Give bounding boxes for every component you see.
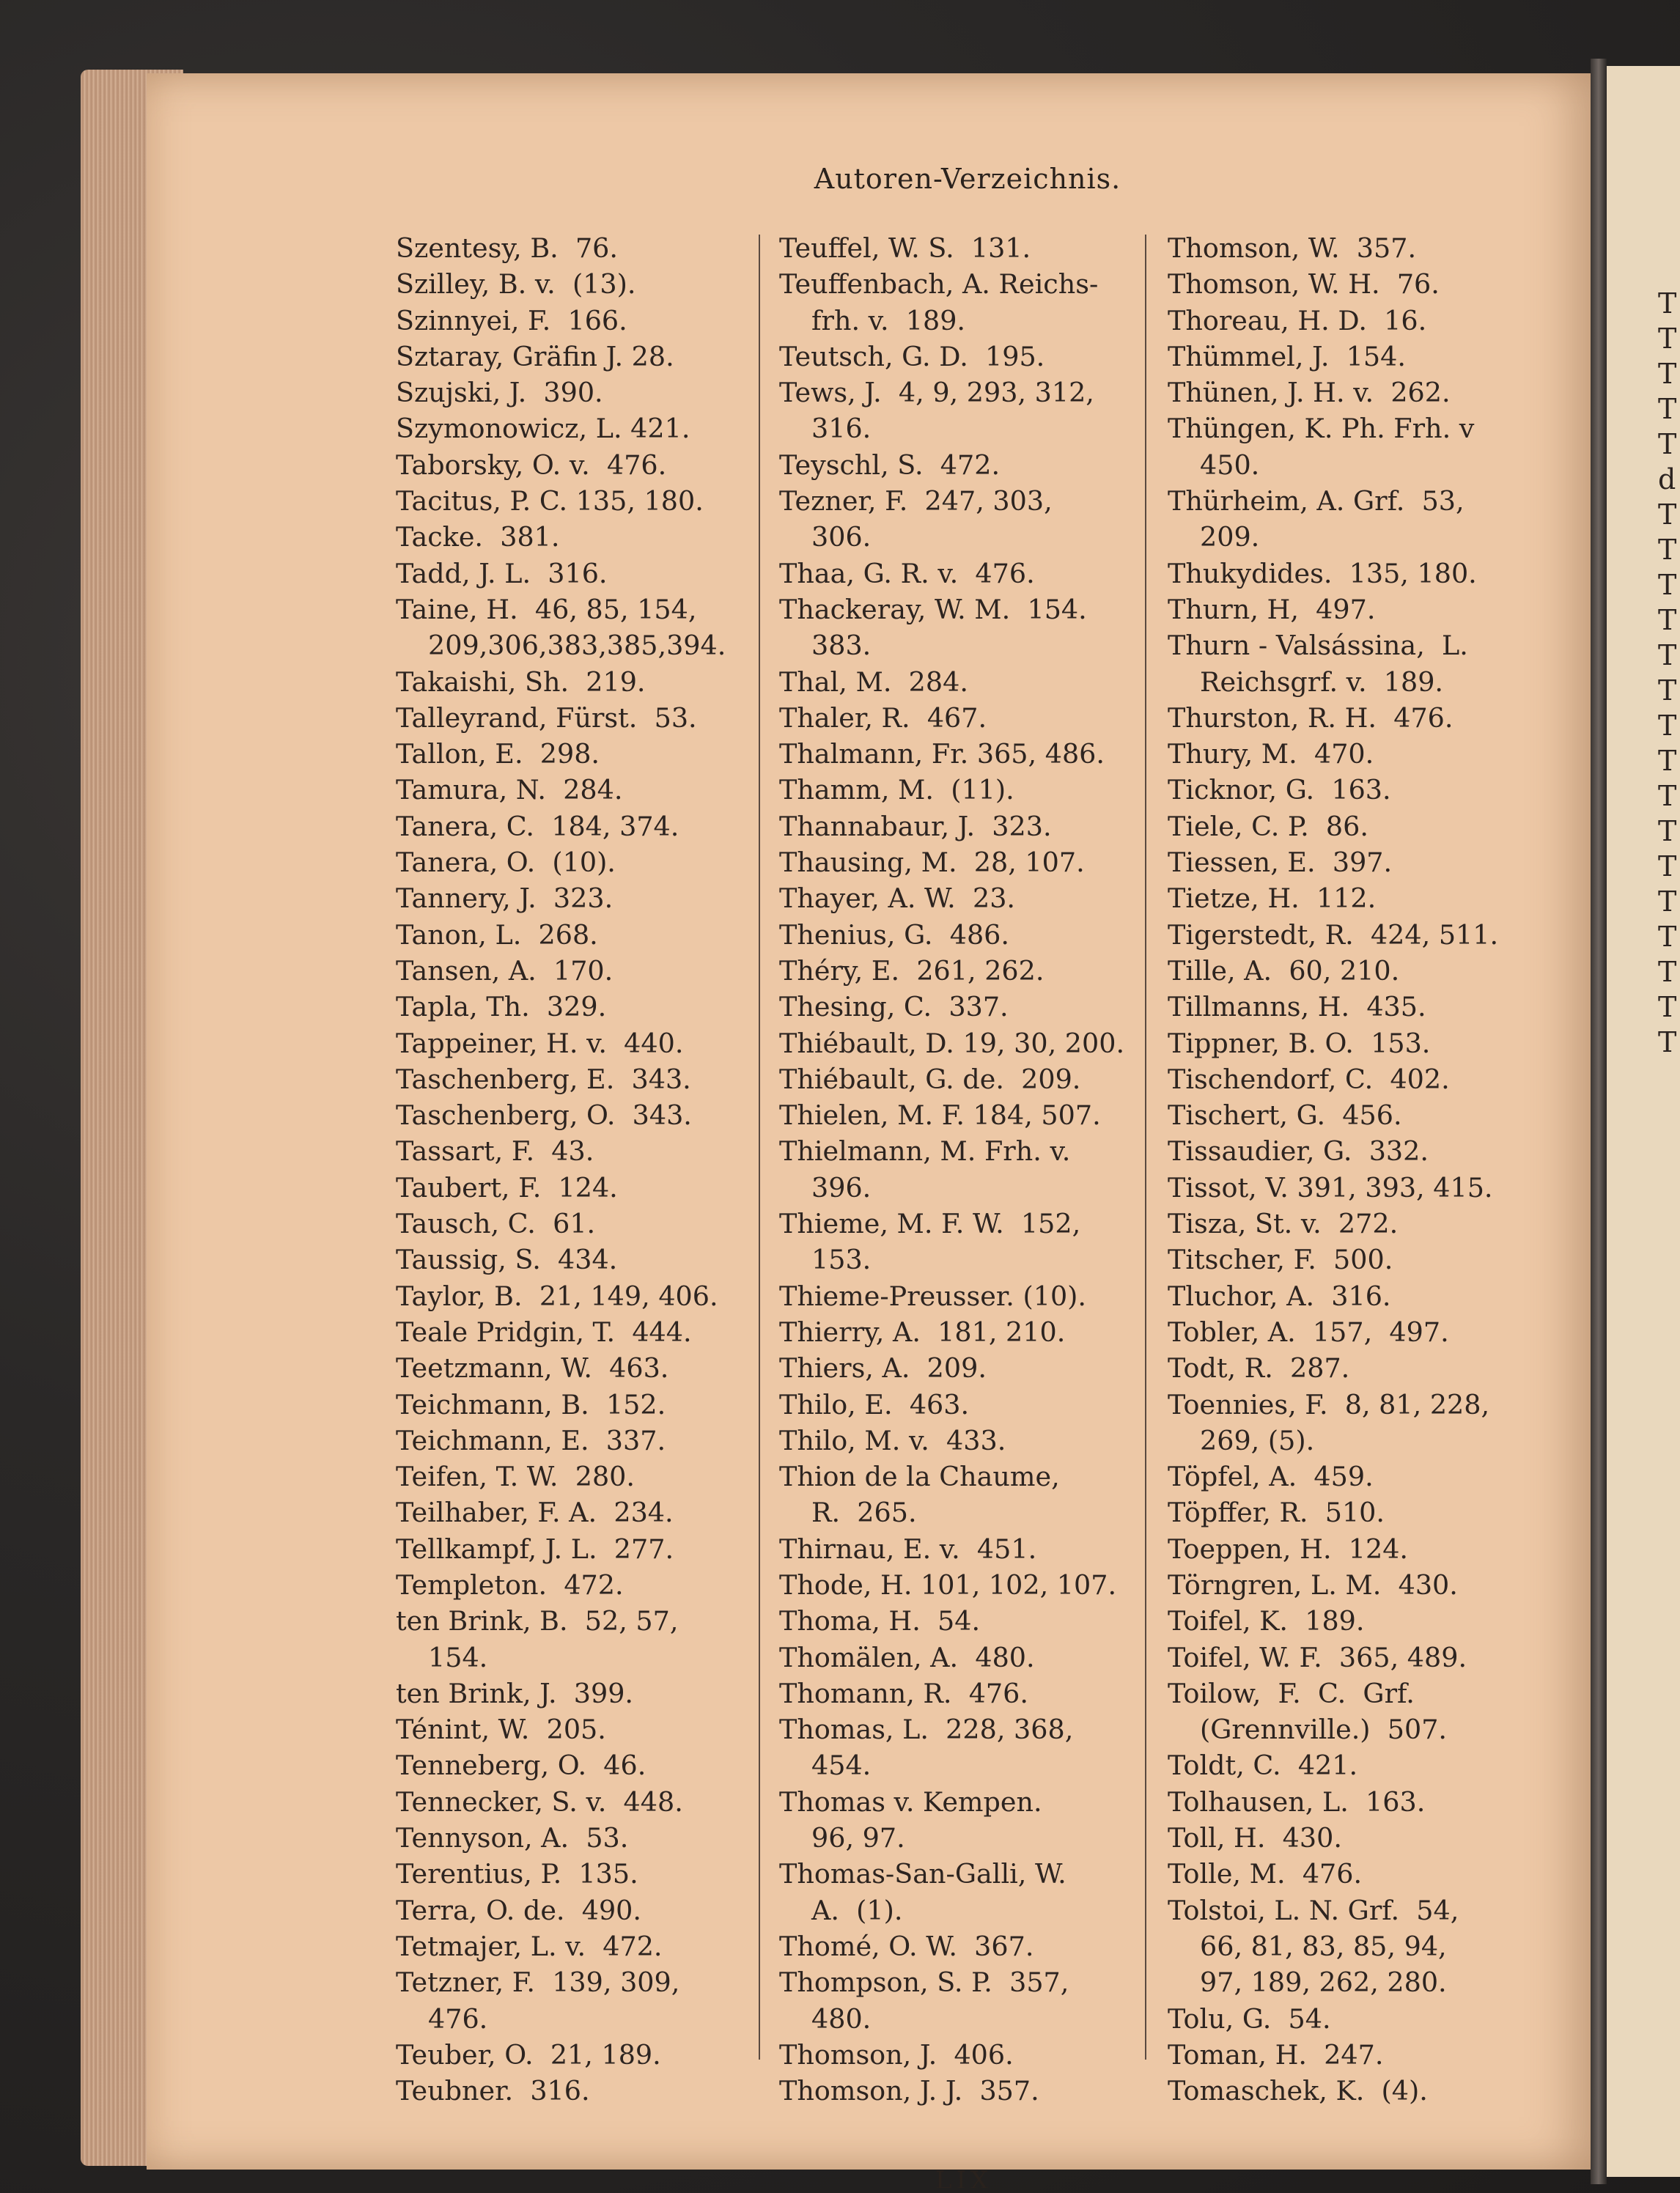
index-entry: Taubert, F. 124. — [396, 1171, 618, 1204]
index-entry: Tobler, A. 157, 497. — [1168, 1316, 1449, 1348]
index-entry: 480. — [811, 2002, 872, 2035]
column-rule — [1145, 235, 1146, 2060]
index-entry: Thüngen, K. Ph. Frh. v — [1168, 413, 1475, 445]
index-entry: Thoreau, H. D. 16. — [1168, 304, 1427, 336]
index-entry: Taine, H. 46, 85, 154, — [396, 593, 697, 625]
index-entry: ten Brink, J. 399. — [396, 1677, 634, 1709]
index-entry: Tluchor, A. 316. — [1168, 1280, 1391, 1312]
index-entry: Toll, H. 430. — [1168, 1822, 1342, 1854]
index-entry: Thieme, M. F. W. 152, — [779, 1208, 1081, 1240]
column-rule — [759, 235, 760, 2060]
facing-page-text — [1607, 66, 1680, 2177]
facing-page-letter: T — [1658, 850, 1677, 882]
index-entry: Tadd, J. L. 316. — [396, 557, 608, 589]
index-entry: Tausch, C. 61. — [396, 1208, 596, 1240]
index-entry: Tiele, C. P. 86. — [1168, 810, 1368, 842]
index-entry: Tews, J. 4, 9, 293, 312, — [779, 377, 1094, 409]
index-entry: Teutsch, G. D. 195. — [779, 340, 1045, 372]
index-entry: Tissaudier, G. 332. — [1168, 1135, 1429, 1168]
index-entry: Tanera, O. (10). — [396, 847, 616, 879]
index-entry: 269, (5). — [1200, 1424, 1315, 1456]
index-entry: Toifel, W. F. 365, 489. — [1168, 1641, 1467, 1673]
index-entry: frh. v. 189. — [811, 304, 966, 336]
index-entry: Tigerstedt, R. 424, 511. — [1168, 918, 1499, 951]
index-entry: Tamura, N. 284. — [396, 774, 623, 806]
index-entry: 209,306,383,385,394. — [428, 630, 726, 662]
index-entry: Toifel, K. 189. — [1168, 1605, 1365, 1637]
index-entry: Reichsgrf. v. 189. — [1200, 666, 1444, 698]
index-entry: Thierry, A. 181, 210. — [779, 1316, 1066, 1348]
index-entry: Thomälen, A. 480. — [779, 1641, 1035, 1673]
index-entry: (Grennville.) 507. — [1200, 1714, 1448, 1746]
index-entry: Tippner, B. O. 153. — [1168, 1027, 1431, 1059]
index-entry: 450. — [1200, 449, 1260, 481]
index-entry: Thiébault, D. 19, 30, 200. — [779, 1027, 1125, 1059]
index-entry: Thomson, J. 406. — [779, 2038, 1014, 2071]
index-entry: Tetzner, F. 139, 309, — [396, 1967, 680, 1999]
facing-page-letter: T — [1658, 674, 1677, 707]
index-entry: Thomas, L. 228, 368, — [779, 1714, 1074, 1746]
index-entry: Thomson, J. J. 357. — [779, 2075, 1039, 2107]
facing-page-letter: T — [1658, 604, 1677, 636]
index-entry: Tissot, V. 391, 393, 415. — [1168, 1171, 1493, 1204]
index-entry: Thünen, J. H. v. 262. — [1168, 377, 1451, 409]
index-entry: Tolu, G. 54. — [1168, 2002, 1331, 2035]
index-entry: Thoma, H. 54. — [779, 1605, 981, 1637]
index-entry: Thannabaur, J. 323. — [779, 810, 1052, 842]
index-entry: Tennecker, S. v. 448. — [396, 1785, 683, 1818]
index-entry: Tischendorf, C. 402. — [1168, 1063, 1450, 1095]
facing-page-letter: T — [1658, 991, 1677, 1023]
index-entry: Thürheim, A. Grf. 53, — [1168, 485, 1465, 517]
index-entry: Thal, M. 284. — [779, 666, 968, 698]
facing-page-letter: d — [1658, 463, 1676, 495]
index-entry: Tanon, L. 268. — [396, 918, 598, 951]
index-entry: Tanera, C. 184, 374. — [396, 810, 679, 842]
index-entry: Thomas-San-Galli, W. — [779, 1858, 1066, 1890]
facing-page-letter: T — [1658, 639, 1677, 671]
index-entry: Taylor, B. 21, 149, 406. — [396, 1280, 718, 1312]
index-entry: Szilley, B. v. (13). — [396, 268, 636, 301]
index-entry: Szentesy, B. 76. — [396, 232, 618, 264]
index-entry: Thackeray, W. M. 154. — [779, 593, 1087, 625]
index-entry: Thirnau, E. v. 451. — [779, 1533, 1037, 1565]
index-entry: Teifen, T. W. 280. — [396, 1461, 635, 1493]
index-entry: Taschenberg, E. 343. — [396, 1063, 691, 1095]
index-entry: Törngren, L. M. 430. — [1168, 1569, 1458, 1601]
index-entry: 154. — [428, 1641, 488, 1673]
index-entry: Takaishi, Sh. 219. — [396, 666, 646, 698]
index-entry: Teichmann, E. 337. — [396, 1424, 666, 1456]
index-entry: Thausing, M. 28, 107. — [779, 847, 1085, 879]
index-entry: Thalmann, Fr. 365, 486. — [779, 738, 1105, 770]
index-entry: Thompson, S. P. 357, — [779, 1967, 1069, 1999]
index-entry: 97, 189, 262, 280. — [1200, 1967, 1447, 1999]
index-entry: Thode, H. 101, 102, 107. — [779, 1569, 1117, 1601]
index-entry: Tiessen, E. 397. — [1168, 847, 1393, 879]
index-entry: Thieme-Preusser. (10). — [779, 1280, 1087, 1312]
index-entry: Teyschl, S. 472. — [779, 449, 1001, 481]
index-entry: Tassart, F. 43. — [396, 1135, 594, 1168]
facing-page-letter: T — [1658, 780, 1677, 812]
index-entry: Thomann, R. 476. — [779, 1677, 1028, 1709]
index-entry: Sztaray, Gräfin J. 28. — [396, 340, 674, 372]
facing-page-letter: T — [1658, 322, 1677, 355]
index-entry: 66, 81, 83, 85, 94, — [1200, 1930, 1447, 1962]
index-entry: Tannery, J. 323. — [396, 882, 614, 915]
index-entry: Templeton. 472. — [396, 1569, 624, 1601]
index-entry: 153. — [811, 1244, 872, 1276]
index-entry: Titscher, F. 500. — [1168, 1244, 1393, 1276]
index-entry: Tennyson, A. 53. — [396, 1822, 629, 1854]
index-column-2 — [779, 230, 1124, 2109]
index-entry: 396. — [811, 1171, 872, 1204]
index-entry: Szymonowicz, L. 421. — [396, 413, 690, 445]
index-entry: 383. — [811, 630, 872, 662]
index-entry: Thomas v. Kempen. — [779, 1785, 1042, 1818]
index-column-1 — [396, 230, 726, 2109]
index-entry: Thilo, M. v. 433. — [779, 1424, 1006, 1456]
facing-page-letter: T — [1658, 885, 1677, 918]
index-entry: Teubner. 316. — [396, 2075, 590, 2107]
index-entry: Thurn, H, 497. — [1168, 593, 1376, 625]
index-entry: Taussig, S. 434. — [396, 1244, 618, 1276]
index-entry: Thukydides. 135, 180. — [1168, 557, 1477, 589]
index-entry: Terentius, P. 135. — [396, 1858, 638, 1890]
index-entry: Szujski, J. 390. — [396, 377, 603, 409]
index-entry: Thiers, A. 209. — [779, 1352, 987, 1385]
index-entry: Tenneberg, O. 46. — [396, 1750, 646, 1782]
index-entry: Toilow, F. C. Grf. — [1168, 1677, 1415, 1709]
index-entry: Théry, E. 261, 262. — [779, 954, 1045, 987]
facing-page-letter: T — [1658, 534, 1677, 566]
index-entry: Taborsky, O. v. 476. — [396, 449, 667, 481]
index-entry: Thaa, G. R. v. 476. — [779, 557, 1035, 589]
page-header: Autoren-Verzeichnis. — [814, 163, 1121, 195]
book-gutter — [1591, 59, 1607, 2184]
index-entry: Tezner, F. 247, 303, — [779, 485, 1053, 517]
index-entry: 316. — [811, 413, 872, 445]
facing-page-letter: T — [1658, 815, 1677, 847]
index-entry: Thamm, M. (11). — [779, 774, 1014, 806]
index-entry: Taschenberg, O. 343. — [396, 1099, 692, 1132]
index-entry: Teuffel, W. S. 131. — [779, 232, 1031, 264]
index-entry: Tolle, M. 476. — [1168, 1858, 1363, 1890]
index-entry: Thenius, G. 486. — [779, 918, 1010, 951]
index-entry: Thurston, R. H. 476. — [1168, 701, 1454, 734]
index-entry: Thury, M. 470. — [1168, 738, 1374, 770]
facing-page-edge — [1607, 66, 1680, 2177]
index-entry: Thion de la Chaume, — [779, 1461, 1060, 1493]
index-entry: Tetmajer, L. v. 472. — [396, 1930, 663, 1962]
index-entry: Teichmann, B. 152. — [396, 1388, 666, 1420]
index-entry: Ticknor, G. 163. — [1168, 774, 1391, 806]
index-entry: Tisza, St. v. 272. — [1168, 1208, 1399, 1240]
index-entry: Tille, A. 60, 210. — [1168, 954, 1400, 987]
index-entry: 476. — [428, 2002, 488, 2035]
facing-page-letter: T — [1658, 956, 1677, 988]
facing-page-letter: T — [1658, 569, 1677, 601]
index-entry: Töpfel, A. 459. — [1168, 1461, 1374, 1493]
index-entry: 306. — [811, 521, 872, 553]
index-entry: Thaler, R. 467. — [779, 701, 987, 734]
index-entry: Teuffenbach, A. Reichs- — [779, 268, 1099, 301]
index-entry: Tomaschek, K. (4). — [1168, 2075, 1428, 2107]
index-column-3 — [1168, 230, 1498, 2109]
index-entry: Teetzmann, W. 463. — [396, 1352, 669, 1385]
index-entry: Thesing, C. 337. — [779, 991, 1009, 1023]
index-entry: Thielen, M. F. 184, 507. — [779, 1099, 1101, 1132]
index-entry: Tellkampf, J. L. 277. — [396, 1533, 674, 1565]
facing-page-letter: T — [1658, 358, 1677, 390]
index-entry: Tischert, G. 456. — [1168, 1099, 1402, 1132]
index-entry: Töpffer, R. 510. — [1168, 1497, 1385, 1529]
index-entry: 454. — [811, 1750, 872, 1782]
index-entry: Tacitus, P. C. 135, 180. — [396, 485, 704, 517]
index-entry: Tillmanns, H. 435. — [1168, 991, 1426, 1023]
index-entry: Tietze, H. 112. — [1168, 882, 1377, 915]
facing-page-letter: T — [1658, 287, 1677, 320]
facing-page-letter: T — [1658, 710, 1677, 742]
index-entry: Tolstoi, L. N. Grf. 54, — [1168, 1894, 1459, 1926]
index-entry: Thiébault, G. de. 209. — [779, 1063, 1081, 1095]
index-entry: Tappeiner, H. v. 440. — [396, 1027, 684, 1059]
index-entry: ten Brink, B. 52, 57, — [396, 1605, 679, 1637]
index-entry: Teilhaber, F. A. 234. — [396, 1497, 674, 1529]
index-entry: Toman, H. 247. — [1168, 2038, 1384, 2071]
index-entry: Talleyrand, Fürst. 53. — [396, 701, 697, 734]
index-entry: A. (1). — [811, 1894, 903, 1926]
facing-page-letter: T — [1658, 428, 1677, 460]
index-entry: Thurn - Valsássina, L. — [1168, 630, 1468, 662]
index-entry: Teuber, O. 21, 189. — [396, 2038, 661, 2071]
index-entry: Thomson, W. H. 76. — [1168, 268, 1440, 301]
index-entry: 209. — [1200, 521, 1260, 553]
facing-page-letter: T — [1658, 498, 1677, 531]
facing-page-letter: T — [1658, 745, 1677, 777]
index-entry: Tapla, Th. 329. — [396, 991, 607, 1023]
index-entry: Thümmel, J. 154. — [1168, 340, 1406, 372]
page-number: LIX — [935, 2166, 993, 2188]
index-entry: Szinnyei, F. 166. — [396, 304, 627, 336]
facing-page-letter: T — [1658, 393, 1677, 425]
index-entry: Terra, O. de. 490. — [396, 1894, 642, 1926]
index-entry: Toennies, F. 8, 81, 228, — [1168, 1388, 1490, 1420]
index-entry: Teale Pridgin, T. 444. — [396, 1316, 692, 1348]
facing-page-letter: T — [1658, 1026, 1677, 1058]
index-entry: Thielmann, M. Frh. v. — [779, 1135, 1071, 1168]
index-entry: Tacke. 381. — [396, 521, 560, 553]
index-entry: Toldt, C. 421. — [1168, 1750, 1358, 1782]
index-entry: Tallon, E. 298. — [396, 738, 600, 770]
index-entry: Toeppen, H. 124. — [1168, 1533, 1409, 1565]
index-entry: Thilo, E. 463. — [779, 1388, 970, 1420]
index-entry: Todt, R. 287. — [1168, 1352, 1350, 1385]
index-entry: Thomson, W. 357. — [1168, 232, 1417, 264]
index-entry: Tansen, A. 170. — [396, 954, 614, 987]
index-entry: Tolhausen, L. 163. — [1168, 1785, 1426, 1818]
index-entry: Thomé, O. W. 367. — [779, 1930, 1034, 1962]
index-entry: R. 265. — [811, 1497, 917, 1529]
index-entry: Ténint, W. 205. — [396, 1714, 606, 1746]
index-entry: Thayer, A. W. 23. — [779, 882, 1016, 915]
index-entry: 96, 97. — [811, 1822, 905, 1854]
facing-page-letter: T — [1658, 921, 1677, 953]
